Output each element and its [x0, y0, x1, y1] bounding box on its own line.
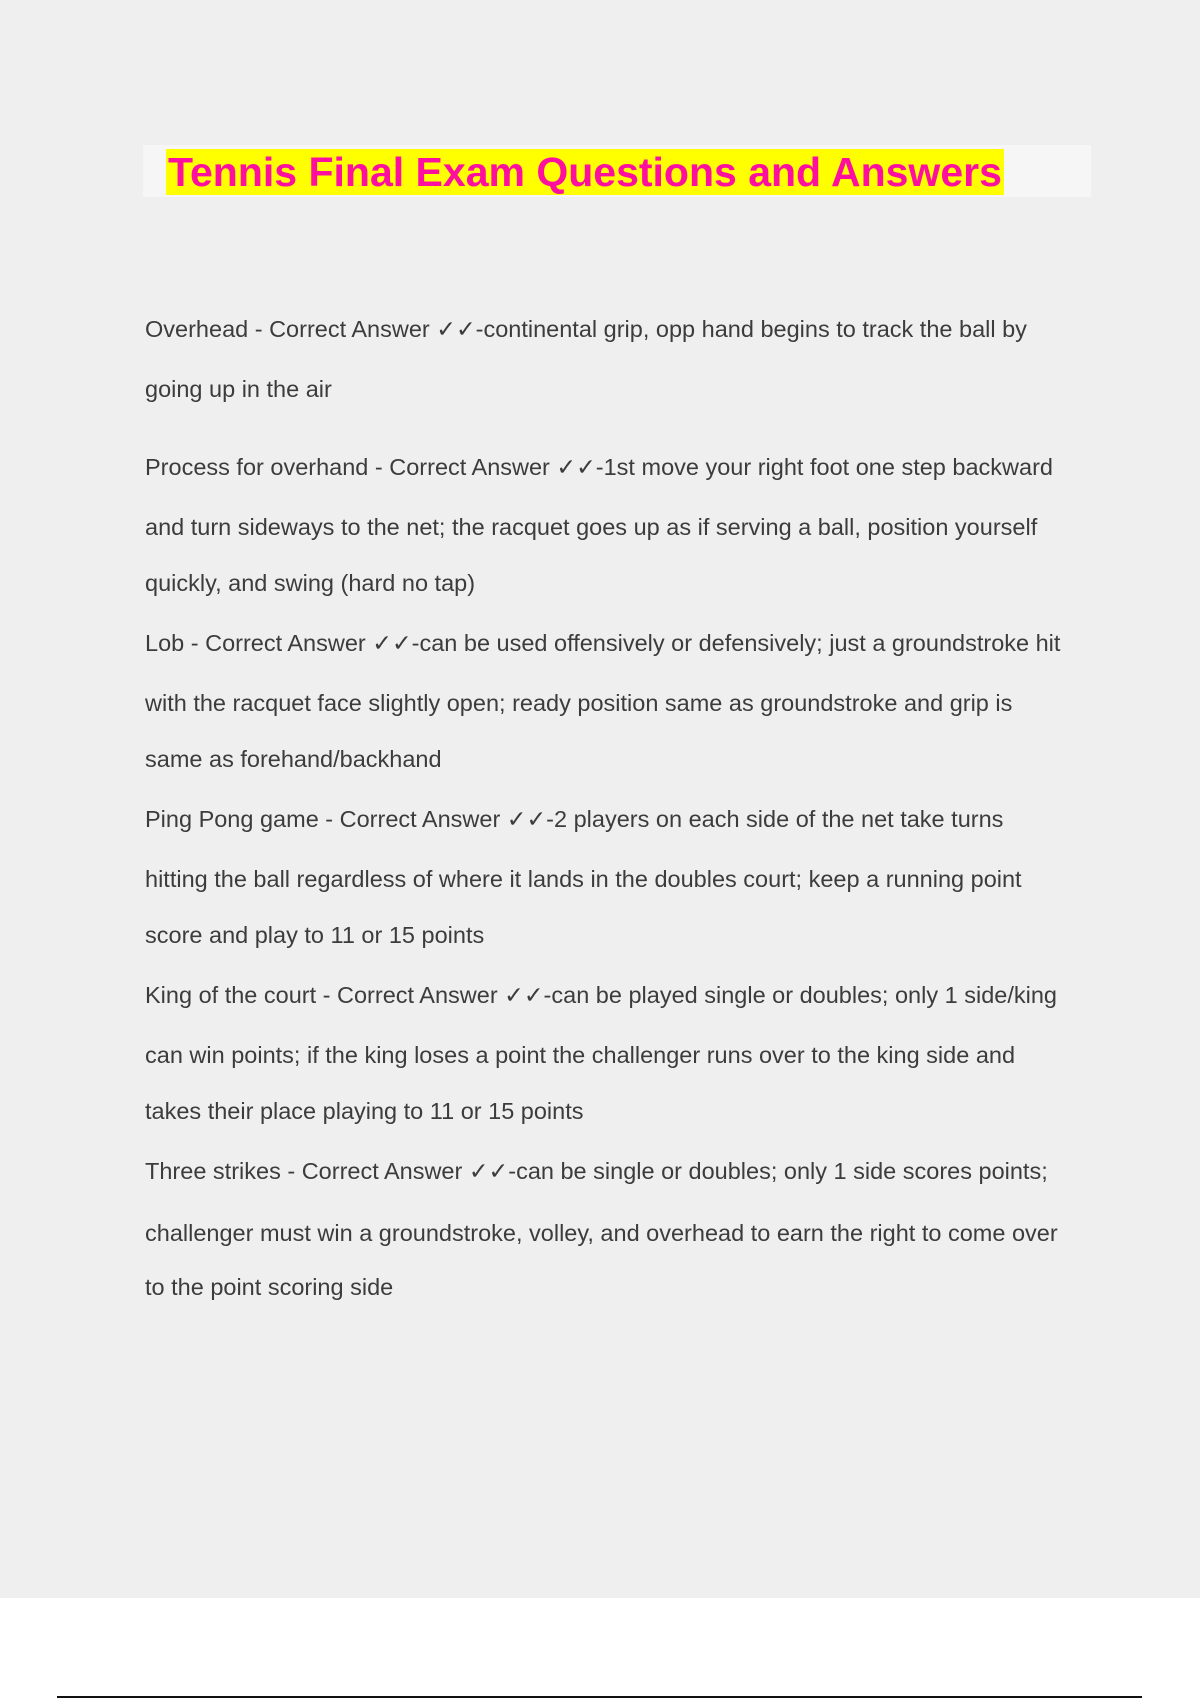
qa-line: Process for overhand - Correct Answer ✓✓-1st move your right foot one step backward	[145, 454, 1053, 480]
qa-line: and turn sideways to the net; the racquet goes up as if serving a ball, position yourself	[145, 514, 1038, 540]
qa-line: to the point scoring side	[145, 1274, 394, 1300]
qa-line: hitting the ball regardless of where it lands in the doubles court; keep a running point	[145, 866, 1022, 892]
qa-line: Three strikes - Correct Answer ✓✓-can be single or doubles; only 1 side scores points;	[145, 1158, 1048, 1184]
qa-line: going up in the air	[145, 376, 332, 402]
qa-line: challenger must win a groundstroke, volley, and overhead to earn the right to come over	[145, 1220, 1058, 1246]
qa-line: Overhead - Correct Answer ✓✓-continental grip, opp hand begins to track the ball by	[145, 316, 1027, 342]
qa-line: can win points; if the king loses a point the challenger runs over to the king side and	[145, 1042, 1016, 1068]
qa-line: same as forehand/backhand	[145, 746, 442, 772]
document-title: Tennis Final Exam Questions and Answers	[168, 149, 1002, 195]
qa-line: Ping Pong game - Correct Answer ✓✓-2 players on each side of the net take turns	[145, 806, 1004, 832]
qa-line: score and play to 11 or 15 points	[145, 922, 485, 948]
qa-line: quickly, and swing (hard no tap)	[145, 570, 476, 596]
qa-line: with the racquet face slightly open; ready position same as groundstroke and grip is	[145, 690, 1013, 716]
qa-line: Lob - Correct Answer ✓✓-can be used offensively or defensively; just a groundstroke hit	[145, 630, 1061, 656]
footer-rule	[57, 1696, 1142, 1698]
qa-line: King of the court - Correct Answer ✓✓-can be played single or doubles; only 1 side/king	[145, 982, 1057, 1008]
qa-line: takes their place playing to 11 or 15 points	[145, 1098, 584, 1124]
